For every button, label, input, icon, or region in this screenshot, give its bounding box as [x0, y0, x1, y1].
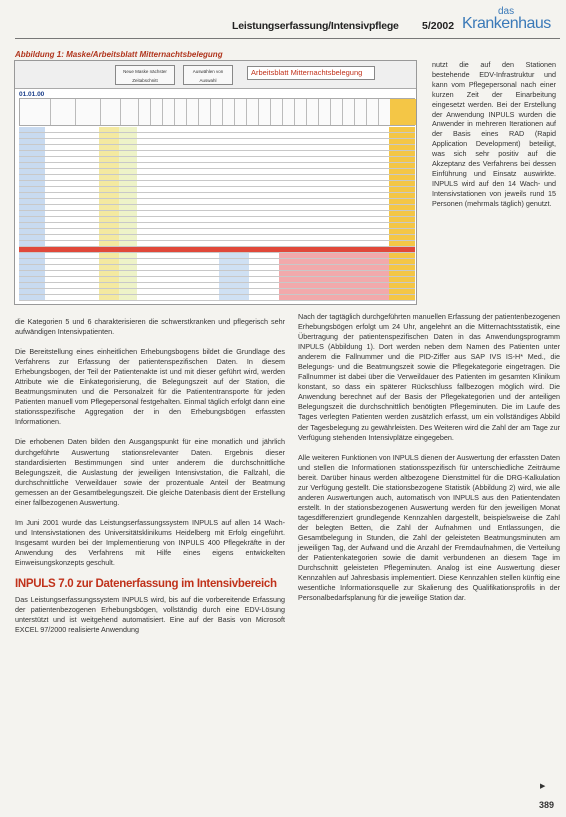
header-divider [354, 99, 355, 125]
header-divider [198, 99, 199, 125]
grid-sum-cell [389, 205, 415, 210]
header-divider [174, 99, 175, 125]
figure-caption: Abbildung 1: Maske/Arbeitsblatt Mitternachtsbelegung [15, 50, 223, 59]
grid-highlight-cell [279, 289, 389, 294]
grid-highlight-cell [219, 295, 249, 300]
grid-cell [119, 199, 137, 204]
row-label-cell [19, 169, 45, 174]
header-divider [150, 99, 151, 125]
grid-cell [99, 205, 119, 210]
left-column [15, 317, 285, 645]
row-label-cell [19, 271, 45, 276]
grid-cell [119, 289, 137, 294]
row-label-cell [19, 163, 45, 168]
row-label-cell [19, 175, 45, 180]
grid-highlight-cell [279, 259, 389, 264]
grid-cell [119, 181, 137, 186]
row-label-cell [19, 289, 45, 294]
grid-sum-cell [389, 127, 415, 132]
top-right-column [432, 60, 556, 219]
header-divider [258, 99, 259, 125]
grid-cell [99, 253, 119, 258]
header-divider [186, 99, 187, 125]
figure-spreadsheet-grid [19, 127, 415, 303]
grid-cell [99, 181, 119, 186]
row-label-cell [19, 145, 45, 150]
right-paragraph-1: Nach der tagtäglich durchgeführten manuellen Erfassung der patientenbezogenen Erhebungsbögen erfolgt um 24 Uhr, angelehnt an die Mitternachtsstatistik, eine Übertragung der patientenspezifischen Daten in das Anwendungsprogramm INPULS (Abbildung 1). Dort werden neben dem Namen des Patienten unter anderem die Fallnummer und die PID-Ziffer aus SAP IVS IS-H* Med., die Belegungs- und die Beatmungszeit sowie die Pflegekategorie eingetragen. Die Fallnummer ist dabei über die Verweildauer des Patienten im gesamten Klinikum konstant, so dass ein späterer Rückschluss fallbezogen möglich wird. Die Anwendung berechnet auf der Basis der Pflegekategorien und der anteiligen Belegungszeit die durchschnittlich benötigten Pflegeminuten. Die im Laufe des Tages verlegten Patienten werden zusätzlich erfasst, um ein vollständiges Abbild der Tagesbelegung zu gewährleisten. Des Weiteren wird die Zahl der am Tage zur Verfügung stehenden Intensivplätze eingegeben. [298, 312, 560, 442]
row-label-cell [19, 193, 45, 198]
grid-cell [119, 283, 137, 288]
grid-cell [99, 157, 119, 162]
grid-cell [119, 247, 137, 252]
grid-cell [119, 145, 137, 150]
grid-sum-cell [389, 211, 415, 216]
header-divider [162, 99, 163, 125]
grid-sum-cell [389, 199, 415, 204]
header-divider [210, 99, 211, 125]
grid-cell [119, 241, 137, 246]
section-title: Leistungserfassung/Intensivpflege [232, 20, 399, 32]
grid-cell [99, 163, 119, 168]
grid-cell [119, 205, 137, 210]
grid-cell [99, 277, 119, 282]
right-column [298, 312, 560, 613]
grid-cell [119, 271, 137, 276]
grid-sum-cell [389, 193, 415, 198]
figure-toolbar [15, 61, 416, 89]
row-label-cell [19, 241, 45, 246]
grid-sum-cell [389, 187, 415, 192]
continue-arrow-icon: ▶ [540, 783, 546, 790]
header-divider [222, 99, 223, 125]
grid-sum-cell [389, 217, 415, 222]
grid-sum-cell [389, 181, 415, 186]
grid-cell [119, 151, 137, 156]
grid-cell [99, 223, 119, 228]
row-label-cell [19, 217, 45, 222]
header-divider [282, 99, 283, 125]
grid-cell [119, 139, 137, 144]
grid-cell [119, 295, 137, 300]
magazine-logo [462, 6, 562, 36]
grid-cell [99, 139, 119, 144]
grid-cell [119, 193, 137, 198]
grid-cell [99, 127, 119, 132]
grid-highlight-cell [219, 277, 249, 282]
header-divider [75, 99, 76, 125]
row-label-cell [19, 265, 45, 270]
header-sum-cell [390, 99, 416, 125]
row-label-cell [19, 235, 45, 240]
grid-cell [99, 265, 119, 270]
grid-cell [119, 229, 137, 234]
grid-highlight-cell [279, 265, 389, 270]
grid-cell [119, 211, 137, 216]
grid-sum-cell [389, 265, 415, 270]
grid-sum-cell [389, 145, 415, 150]
grid-cell [99, 145, 119, 150]
grid-cell [119, 223, 137, 228]
header-divider [246, 99, 247, 125]
grid-cell [119, 169, 137, 174]
grid-cell [99, 151, 119, 156]
grid-highlight-cell [219, 259, 249, 264]
header-divider [120, 99, 121, 125]
row-label-cell [19, 247, 45, 252]
grid-cell [119, 253, 137, 258]
grid-cell [119, 163, 137, 168]
grid-cell [119, 133, 137, 138]
row-label-cell [19, 133, 45, 138]
grid-sum-cell [389, 169, 415, 174]
left-paragraph-3: Die erhobenen Daten bilden den Ausgangspunkt für eine monatlich und jährlich durchgeführte Auswertung stationsrelevanter Daten. Ergebnis dieser standardisierten Bestimmungen sind unter anderem die durchschnittliche Belegungszeit, die Auslastung der jeweiligen Intensivstation, die Fallzahl, die durchschnittliche Verweildauer sowie der prozentuale Anteil der Beatmung gemessen an der Gesamtbelegungszeit. Die gleiche Datenbasis dient der Erstellung einer fallbezogenen Auswertung. [15, 437, 285, 507]
header-rule [15, 38, 560, 39]
grid-highlight-cell [279, 283, 389, 288]
header-divider [306, 99, 307, 125]
row-label-cell [19, 253, 45, 258]
figure-screenshot [14, 60, 417, 305]
grid-sum-cell [389, 253, 415, 258]
grid-cell [119, 127, 137, 132]
grid-cell [119, 259, 137, 264]
top-right-paragraph: nutzt die auf den Stationen bestehende EDV-Infrastruktur und kann vom Pflegepersonal nach einer kurzen Zeit der Einarbeitung eingesetzt werden. Bei der Erstellung der Anwendung INPULS wurden die Anwender in mehreren Iterationen auf der Basis eines RAD (Rapid Application Development) beteiligt, was sich sehr positiv auf die Akzeptanz des Verfahrens bei dessen Einführung und Einsatz auswirkte. INPULS wird auf den 14 Wach- und Intensivstationen von jeweils rund 15 Personen (mehrmals täglich) genutzt. [432, 60, 556, 208]
grid-cell [119, 175, 137, 180]
header-divider [330, 99, 331, 125]
row-label-cell [19, 127, 45, 132]
grid-highlight-cell [279, 253, 389, 258]
grid-sum-cell [389, 289, 415, 294]
section-subheading: INPULS 7.0 zur Datenerfassung im Intensivbereich [15, 578, 277, 591]
row-label-cell [19, 295, 45, 300]
grid-cell [99, 247, 119, 252]
grid-sum-cell [389, 139, 415, 144]
row-label-cell [19, 223, 45, 228]
row-label-cell [19, 139, 45, 144]
grid-cell [99, 133, 119, 138]
row-label-cell [19, 205, 45, 210]
grid-cell [99, 235, 119, 240]
header-divider [138, 99, 139, 125]
header-divider [342, 99, 343, 125]
grid-highlight-cell [219, 271, 249, 276]
grid-sum-cell [389, 223, 415, 228]
grid-cell [119, 157, 137, 162]
header-divider [318, 99, 319, 125]
grid-sum-cell [389, 175, 415, 180]
grid-sum-cell [389, 241, 415, 246]
grid-cell [119, 217, 137, 222]
grid-cell [99, 169, 119, 174]
row-label-cell [19, 187, 45, 192]
left-paragraph-5: Das Leistungserfassungssystem INPULS wird, bis auf die vorbereitende Erfassung der patientenbezogenen Erhebungsbögen, vollständig durch eine EDV-Lösung unterstützt und ist weitgehend automatisiert. Eine auf der Basis von Microsoft EXCEL 97/2000 realisierte Anwendung [15, 595, 285, 635]
header-divider [50, 99, 51, 125]
header-divider [100, 99, 101, 125]
right-paragraph-2: Alle weiteren Funktionen von INPULS dienen der Auswertung der erfassten Daten und stellen die Informationen stationsspezifisch für unterschiedliche Zeiträume bereit. Darüber hinaus werden altbezogene Dienstmittel für die DRG-Kalkulation zur Verfügung gestellt. Die stationsbezogene Statistik (Abbildung 2) wird, wie alle anderen Auswertungen auch, automatisch von INPULS aus den Patientendaten erstellt. In der stationsbezogenen Auswertung werden für den jeweiligen Monat tagesdifferenziert grundlegende Kennzahlen dargestellt, beispielsweise die Zahl der belegten Betten, die Zahl der Aufnahmen und Entlassungen, die Gesamtbelegung in Stunden, die Zahl der geleisteten Beatmungsminuten am jeweiligen Tag, der Aufwand und die Anzahl der Fremdaufnahmen, die Verteilung der Patientenkategorien sowie die damit verbundenen an diesem Tage im Durchschnitt geleisteten Pflegeminuten. Analog ist eine Auswertung dieser Kennzahlen auf Jahresbasis implementiert. Diese Kennzahlen stellen künftig eine wesentliche Informationsquelle zur Skalierung des Qualifikationsprofils in der Personalbedarfsplanung für die jeweilige Station dar. [298, 452, 560, 603]
header-divider [234, 99, 235, 125]
left-paragraph-1: die Kategorien 5 und 6 charakterisieren die schwerstkranken und pflegerisch sehr aufwändigen Intensivpatienten. [15, 317, 285, 337]
grid-sum-cell [389, 247, 415, 252]
grid-highlight-cell [279, 277, 389, 282]
grid-cell [99, 241, 119, 246]
figure-column-headers [19, 98, 415, 126]
figure-date: 01.01.00 [19, 91, 45, 98]
grid-highlight-cell [219, 283, 249, 288]
grid-cell [99, 175, 119, 180]
row-label-cell [19, 229, 45, 234]
figure-sheet-title: Arbeitsblatt Mitternachtsbelegung [247, 66, 375, 80]
grid-cell [99, 217, 119, 222]
grid-sum-cell [389, 283, 415, 288]
grid-highlight-cell [219, 289, 249, 294]
row-label-cell [19, 151, 45, 156]
figure-button-new-mask: Neue Maske nächster Zeitabschnitt [115, 65, 175, 85]
grid-cell [99, 289, 119, 294]
grid-cell [119, 265, 137, 270]
header-divider [366, 99, 367, 125]
row-label-cell [19, 259, 45, 264]
grid-sum-cell [389, 163, 415, 168]
grid-highlight-cell [279, 271, 389, 276]
row-label-cell [19, 181, 45, 186]
grid-cell [99, 283, 119, 288]
grid-sum-cell [389, 259, 415, 264]
grid-row [19, 295, 415, 301]
grid-cell [99, 295, 119, 300]
header-divider [294, 99, 295, 125]
grid-cell [99, 259, 119, 264]
header-divider [378, 99, 379, 125]
grid-cell [119, 187, 137, 192]
logo-main-text: Krankenhaus [462, 15, 551, 32]
grid-sum-cell [389, 277, 415, 282]
logo-small-text: das [498, 6, 515, 17]
grid-cell [99, 229, 119, 234]
grid-cell [99, 271, 119, 276]
grid-cell [119, 235, 137, 240]
issue-number: 5/2002 [422, 20, 455, 32]
grid-sum-cell [389, 271, 415, 276]
row-label-cell [19, 157, 45, 162]
grid-sum-cell [389, 229, 415, 234]
grid-cell [99, 211, 119, 216]
grid-sum-cell [389, 151, 415, 156]
figure-button-select: Auswählen von Auswahl [183, 65, 233, 85]
page-number: 389 [538, 800, 554, 810]
row-label-cell [19, 211, 45, 216]
row-label-cell [19, 199, 45, 204]
grid-highlight-cell [279, 295, 389, 300]
grid-highlight-cell [219, 265, 249, 270]
grid-highlight-cell [219, 253, 249, 258]
header-divider [270, 99, 271, 125]
grid-cell [99, 193, 119, 198]
grid-sum-cell [389, 133, 415, 138]
grid-cell [119, 277, 137, 282]
grid-cell [99, 199, 119, 204]
left-paragraph-4: Im Juni 2001 wurde das Leistungserfassungssystem INPULS auf allen 14 Wach- und Intensivstationen des Universitätsklinikums Heidelberg mit Erfolg eingeführt. Insgesamt wurden bei der Implementierung von INPULS 400 Pflegekräfte in der Anwendung des Verfahrens mit Hilfe eines eigens entwickelten Einweisungskonzepts geschult. [15, 517, 285, 567]
left-paragraph-2: Die Bereitstellung eines einheitlichen Erhebungsbogens bildet die Grundlage des Verfahrens zur Erfassung der patientenspezifischen Daten. In diesem Erhebungsbogen, der Teil der Patientenakte ist und mit dieser geführt wird, werden Attribute wie die Einkategorisierung, die Belegungszeit auf der Station, die Beatmungsminuten und die Personalzeit für die Patiententransporte für jeden Patienten manuell vom Pflegepersonal festgehalten. Einmal täglich erfolgt dann eine stationsspezifische Aggregation der in den Erhebungsbögen erfassten Informationen. [15, 347, 285, 427]
row-label-cell [19, 277, 45, 282]
row-label-cell [19, 283, 45, 288]
grid-sum-cell [389, 295, 415, 300]
grid-sum-cell [389, 157, 415, 162]
grid-sum-cell [389, 235, 415, 240]
grid-cell [99, 187, 119, 192]
